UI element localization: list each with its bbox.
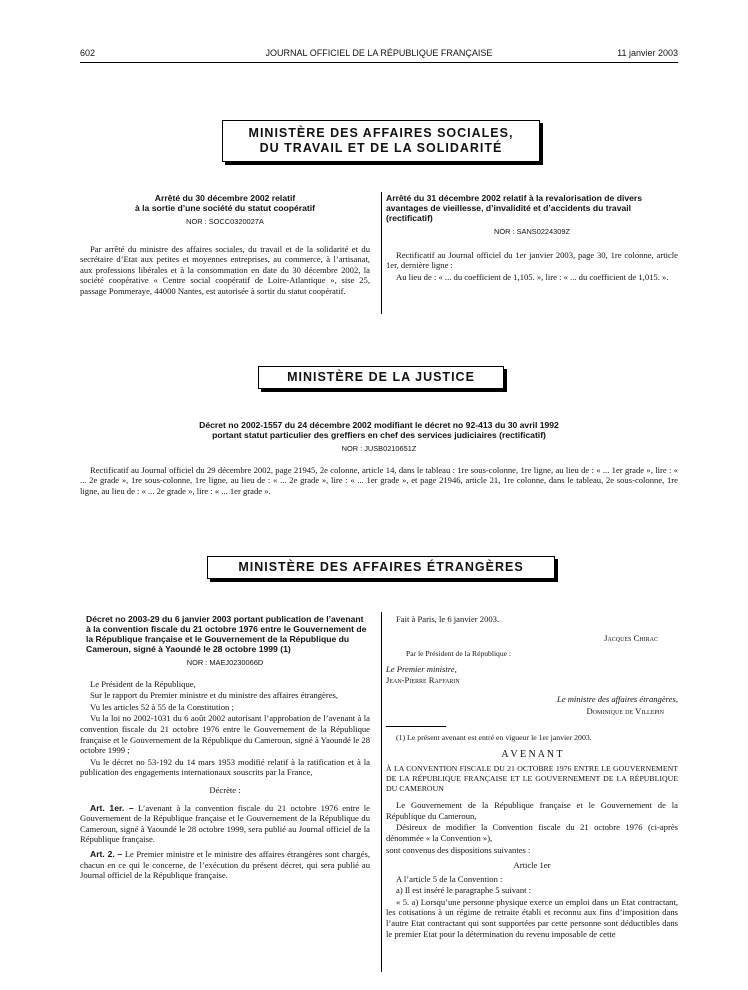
article-1: [80, 803, 370, 845]
decret-paragraph: Vu la loi no 2002-1031 du 6 août 2002 autorisant l’approbation de l’avenant à la convention fiscale du 21 octobre 1976 entre le Gouvernement de la République française et le Gouvernement de la République du Cameroun, signé à Yaoundé le 28 octobre 1999 ;: [80, 713, 370, 756]
premier-ministre-title: Le Premier ministre,: [386, 663, 457, 674]
decret-body: Rectificatif au Journal officiel du 29 décembre 2002, page 21945, 2e colonne, article 14, dans le tableau : 1re sous-colonne, 1re ligne, au lieu de : « ... 1er grade », lire : « ... 2e grade », 1re sous-colonne, 1re ligne, au lieu de : « ... 2e grade », lire : « ... 1er grade », et page 21946, article 21, 1re colonne, dans le tableau, 2e sous-colonne, 1re ligne, au lieu de : « ... 2e grade », lire : « ... 1er grade ».: [80, 464, 678, 496]
page-number: 602: [80, 48, 96, 58]
par-le-president: Par le Président de la République :: [406, 649, 512, 659]
avenant-paragraph: Désireux de modifier la Convention fiscale du 21 octobre 1976 (ci-après dénommée « la Convention »),: [386, 822, 678, 843]
article-text: L’avenant à la convention fiscale du 21 octobre 1976 entre le Gouvernement de la République française et le Gouvernement de la République du Cameroun, signé à Yaoundé le 28 octobre 1999, sera publié au Journal officiel de la République française.: [80, 802, 371, 845]
decret-cameroun: [80, 614, 370, 882]
arrete-body: Au lieu de : « ... du coefficient de 1,105. », lire : « ... du coefficient de 1,015. ».: [396, 271, 669, 282]
ministry-line: MINISTÈRE DES AFFAIRES ÉTRANGÈRES: [238, 560, 524, 574]
convention-title: À LA CONVENTION FISCALE DU 21 OCTOBRE 1976 ENTRE LE GOUVERNEMENT DE LA RÉPUBLIQUE FRANÇAISE ET LE GOUVERNEMENT DE LA RÉPUBLIQUE DU CAMEROUN: [386, 764, 678, 793]
ministry-line: MINISTÈRE DES AFFAIRES SOCIALES,: [248, 126, 514, 140]
avenant-paragraph: A l’article 5 de la Convention :: [396, 873, 503, 884]
signature-president: Jacques Chirac: [604, 632, 658, 643]
article-label: Art. 2. –: [90, 848, 123, 859]
avenant-paragraph: a) Il est inséré le paragraphe 5 suivant :: [396, 885, 532, 896]
arrete-title: Arrêté du 30 décembre 2002 relatif: [154, 193, 296, 203]
ministry-line: DU TRAVAIL ET DE LA SOLIDARITÉ: [259, 141, 503, 155]
ministry-heading-social: [222, 120, 540, 162]
header-rule: [80, 62, 678, 63]
nor-code: NOR : SOCC0320027A: [186, 217, 264, 226]
arrete-body: Rectificatif au Journal officiel du 1er janvier 2003, page 30, 1re colonne, article 1er, dernière ligne :: [386, 249, 678, 271]
decrete-line: Décrète :: [209, 784, 241, 795]
arrete-cooperatif: [80, 193, 370, 298]
footnote-rule: [386, 726, 446, 727]
article-heading: Article 1er: [513, 860, 551, 871]
premier-ministre-name: Jean-Pierre Raffarin: [386, 675, 460, 686]
ministry-heading-justice: [258, 366, 504, 389]
footnote: (1) Le présent avenant est entré en vigueur le 1er janvier 2003.: [396, 733, 592, 743]
decret-paragraph: Le Président de la République,: [90, 678, 196, 689]
decret-title: portant statut particulier des greffiers en chef des services judiciaires (rectificatif): [212, 430, 546, 440]
decret-greffiers: [80, 420, 678, 497]
article-text: Le Premier ministre et le ministre des affaires étrangères sont chargés, chacun en ce qui le concerne, de l’exécution du présent décret, qui sera publié au Journal officiel de la République française.: [80, 848, 370, 881]
ministry-line: MINISTÈRE DE LA JUSTICE: [287, 370, 475, 384]
ministre-title: Le ministre des affaires étrangères,: [556, 693, 678, 704]
ministry-heading-etrangeres: [207, 556, 555, 579]
decret-paragraph: Vu le décret no 53-192 du 14 mars 1953 modifié relatif à la ratification et à la publication des engagements internationaux souscrits par la France,: [80, 756, 370, 778]
avenant-heading: A V E N A N T: [501, 748, 563, 760]
ministre-name: Dominique de Villepin: [586, 705, 664, 716]
fait-line: Fait à Paris, le 6 janvier 2003.: [396, 614, 500, 624]
decret-paragraph: Vu les articles 52 à 55 de la Constitution ;: [90, 701, 234, 712]
avenant-paragraph: sont convenus des dispositions suivantes :: [386, 844, 531, 855]
nor-code: NOR : MAEJ0230066D: [186, 658, 264, 667]
nor-code: NOR : SANS0224309Z: [494, 227, 570, 236]
arrete-title: Arrêté du 31 décembre 2002 relatif à la revalorisation de divers avantages de vieillesse, d’invalidité et d’accidents du travail (rectificatif): [386, 193, 643, 223]
decret-title: Décret no 2003-29 du 6 janvier 2003 portant publication de l’avenant à la convention fiscale du 21 octobre 1976 entre le Gouvernement de la République française et le Gouvernement de la République du Cameroun, signé à Yaoundé le 28 octobre 1999 (1): [86, 614, 367, 654]
decret-title: Décret no 2002-1557 du 24 décembre 2002 modifiant le décret no 92-413 du 30 avril 1992: [199, 420, 559, 430]
arrete-body: Par arrêté du ministre des affaires sociales, du travail et de la solidarité et du secrétaire d’Etat aux petites et moyennes entreprises, au commerce, à l’artisanat, aux professions libérales et à la consommation en date du 30 décembre 2002, la société coopérative « Centre social coopératif de Loire-Atlantique », sise 25, passage Pommeraye, 44000 Nantes, est autorisée à sortir du statut coopératif.: [80, 243, 370, 296]
page-header: [80, 48, 678, 62]
article-label: Art. 1er. –: [90, 802, 134, 813]
avenant-paragraph: Le Gouvernement de la République française et le Gouvernement de la République du Cameroun,: [386, 800, 678, 821]
decret-cameroun-continued: [386, 614, 678, 940]
arrete-title: à la sortie d’une société du statut coopératif: [134, 203, 316, 213]
arrete-revalorisation: [386, 193, 678, 283]
issue-date: 11 janvier 2003: [617, 48, 678, 58]
journal-title: JOURNAL OFFICIEL DE LA RÉPUBLIQUE FRANÇAISE: [265, 48, 493, 58]
column-divider: [381, 612, 382, 972]
decret-paragraph: Sur le rapport du Premier ministre et du ministre des affaires étrangères,: [90, 690, 339, 701]
avenant-paragraph: « 5. a) Lorsqu’une personne physique exerce un emploi dans un Etat contractant, les cotisations à un régime de retraite établi et reconnu aux fins d’imposition dans l’autre Etat contractant qui sont supportées par cette personne sont déductibles dans le premier Etat pour la détermination du revenu imposable de cette: [386, 896, 678, 939]
column-divider: [381, 192, 382, 314]
nor-code: NOR : JUSB0210651Z: [341, 444, 417, 453]
article-2: [80, 849, 370, 881]
